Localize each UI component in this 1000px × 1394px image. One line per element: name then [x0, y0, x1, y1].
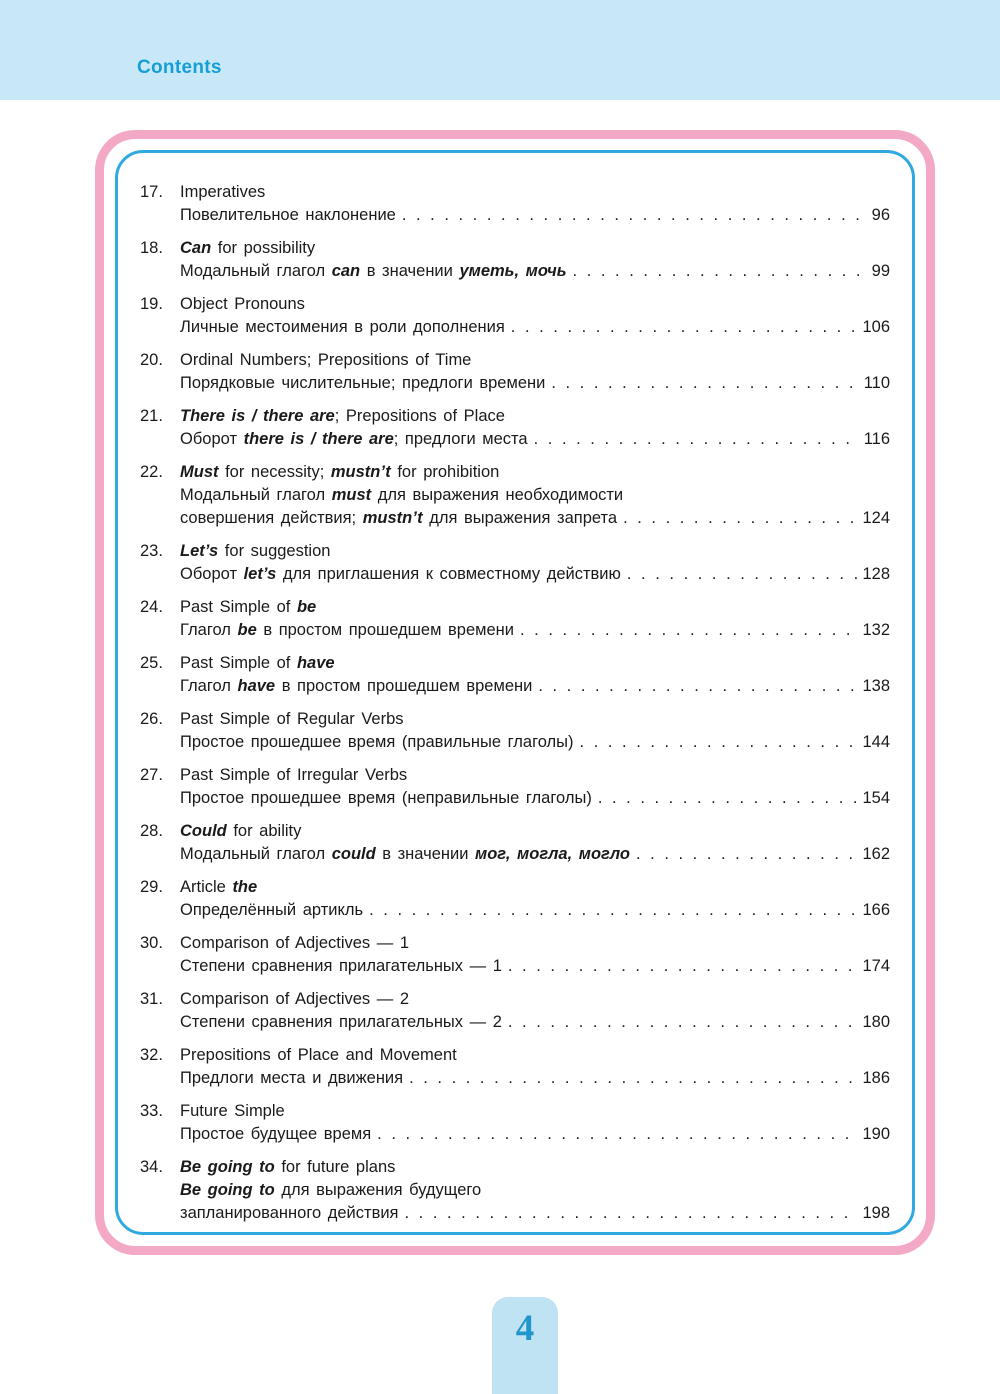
- entry-page-ref: 144: [862, 733, 890, 751]
- dot-leader: [627, 563, 860, 586]
- dot-leader: [573, 260, 869, 283]
- entry-number: 25.: [140, 654, 163, 672]
- entry-line-text: [180, 820, 301, 843]
- entry-body: [180, 876, 890, 922]
- entry-line-text: [180, 507, 617, 530]
- entry-line-text: [180, 349, 471, 372]
- entry-body: [180, 764, 890, 810]
- plain-text: ; предлоги места: [393, 430, 528, 448]
- entry-line: [180, 461, 890, 484]
- plain-text: Модальный глагол: [180, 486, 332, 504]
- entry-line: [180, 484, 890, 507]
- plain-text: Простое прошедшее время (неправильные глаголы): [180, 789, 592, 807]
- entry-line: [180, 181, 890, 204]
- keyword-text: There is / there are: [180, 407, 335, 425]
- plain-text: в простом прошедшем времени: [256, 621, 514, 639]
- entry-line: [180, 1044, 890, 1067]
- entry-line: [180, 652, 890, 675]
- entry-line-with-page: [180, 428, 890, 451]
- keyword-text: Could: [180, 822, 227, 840]
- entry-line-text: [180, 484, 623, 507]
- entry-line-text: [180, 428, 528, 451]
- toc-entry: [140, 405, 890, 451]
- plain-text: для выражения будущего: [274, 1181, 482, 1199]
- entry-number: 18.: [140, 239, 163, 257]
- keyword-text: Be going to: [180, 1181, 275, 1199]
- plain-text: Простое прошедшее время (правильные глаголы): [180, 733, 574, 751]
- entry-line-with-page: [180, 507, 890, 530]
- entry-line-text: [180, 619, 514, 642]
- entry-line-text: [180, 764, 407, 787]
- entry-line-with-page: [180, 1067, 890, 1090]
- plain-text: Comparison of Adjectives — 1: [180, 934, 410, 952]
- entry-line-text: [180, 787, 592, 810]
- entry-line-text: [180, 461, 499, 484]
- keyword-text: мог, могла, могло: [475, 845, 630, 863]
- toc-entry: [140, 932, 890, 978]
- entry-body: [180, 596, 890, 642]
- entry-line-text: [180, 988, 409, 1011]
- dot-leader: [508, 1011, 860, 1034]
- keyword-text: there is / there are: [243, 430, 394, 448]
- dot-leader: [508, 955, 860, 978]
- entry-line-text: [180, 652, 335, 675]
- entry-body: [180, 540, 890, 586]
- plain-text: Past Simple of Regular Verbs: [180, 710, 404, 728]
- entry-body: [180, 405, 890, 451]
- entry-line: [180, 988, 890, 1011]
- toc-entry: [140, 708, 890, 754]
- entry-body: [180, 181, 890, 227]
- plain-text: Порядковые числительные; предлоги времени: [180, 374, 546, 392]
- dot-leader: [404, 1202, 859, 1225]
- entry-line-with-page: [180, 899, 890, 922]
- plain-text: Повелительное наклонение: [180, 206, 396, 224]
- entry-page-ref: 186: [862, 1069, 890, 1087]
- entry-page-ref: 154: [862, 789, 890, 807]
- plain-text: Future Simple: [180, 1102, 285, 1120]
- plain-text: Степени сравнения прилагательных — 2: [180, 1013, 502, 1031]
- entry-line: [180, 820, 890, 843]
- entry-line: [180, 764, 890, 787]
- entry-number: 22.: [140, 463, 163, 481]
- plain-text: Object Pronouns: [180, 295, 305, 313]
- entry-line-text: [180, 181, 265, 204]
- plain-text: for necessity;: [218, 463, 331, 481]
- toc-entry: [140, 1156, 890, 1225]
- plain-text: Оборот: [180, 430, 244, 448]
- entry-number: 28.: [140, 822, 163, 840]
- plain-text: в простом прошедшем времени: [275, 677, 533, 695]
- entry-line: [180, 540, 890, 563]
- entry-line-with-page: [180, 619, 890, 642]
- plain-text: Past Simple of Irregular Verbs: [180, 766, 408, 784]
- entry-line-with-page: [180, 1011, 890, 1034]
- entry-line-text: [180, 1202, 398, 1225]
- keyword-text: уметь, мочь: [459, 262, 567, 280]
- entry-page-ref: 190: [862, 1125, 890, 1143]
- keyword-text: Can: [180, 239, 212, 257]
- keyword-text: Must: [180, 463, 219, 481]
- entry-line-text: [180, 1123, 371, 1146]
- entry-line-text: [180, 237, 315, 260]
- entry-page-ref: 180: [862, 1013, 890, 1031]
- entry-number: 33.: [140, 1102, 163, 1120]
- plain-text: Глагол: [180, 677, 238, 695]
- entry-line-text: [180, 955, 502, 978]
- entry-number: 30.: [140, 934, 163, 952]
- entry-line-with-page: [180, 731, 890, 754]
- entry-line-text: [180, 563, 621, 586]
- entry-line-with-page: [180, 843, 890, 866]
- plain-text: для выражения запрета: [422, 509, 618, 527]
- plain-text: Простое будущее время: [180, 1125, 372, 1143]
- dot-leader: [520, 619, 859, 642]
- plain-text: for suggestion: [218, 542, 331, 560]
- plain-text: Ordinal Numbers; Prepositions of Time: [180, 351, 472, 369]
- page-title: Contents: [137, 57, 222, 78]
- plain-text: for future plans: [274, 1158, 396, 1176]
- plain-text: для приглашения к совместному действию: [276, 565, 621, 583]
- toc-entry: [140, 1044, 890, 1090]
- entry-line-text: [180, 1011, 502, 1034]
- entry-body: [180, 237, 890, 283]
- entry-line: [180, 1156, 890, 1179]
- dot-leader: [377, 1123, 859, 1146]
- entry-line-text: [180, 932, 409, 955]
- toc-card-pink-frame: [95, 130, 935, 1255]
- toc-card-blue-frame: [115, 150, 915, 1235]
- entry-page-ref: 132: [862, 621, 890, 639]
- plain-text: Предлоги места и движения: [180, 1069, 404, 1087]
- plain-text: совершения действия;: [180, 509, 363, 527]
- dot-leader: [409, 1067, 859, 1090]
- plain-text: for prohibition: [390, 463, 500, 481]
- keyword-text: have: [296, 654, 335, 672]
- plain-text: Comparison of Adjectives — 2: [180, 990, 410, 1008]
- entry-number: 34.: [140, 1158, 163, 1176]
- dot-leader: [636, 843, 859, 866]
- entry-line: [180, 293, 890, 316]
- keyword-text: could: [331, 845, 376, 863]
- entry-body: [180, 1100, 890, 1146]
- entry-line-text: [180, 204, 396, 227]
- entry-line-with-page: [180, 675, 890, 698]
- entry-number: 23.: [140, 542, 163, 560]
- plain-text: Модальный глагол: [180, 262, 332, 280]
- entry-line-text: [180, 1067, 403, 1090]
- entry-page-ref: 166: [862, 901, 890, 919]
- entry-line: [180, 708, 890, 731]
- entry-page-ref: 124: [862, 509, 890, 527]
- entry-number: 29.: [140, 878, 163, 896]
- entry-line-text: [180, 1044, 457, 1067]
- keyword-text: be: [296, 598, 317, 616]
- entry-line-text: [180, 316, 505, 339]
- toc-entry: [140, 652, 890, 698]
- plain-text: Оборот: [180, 565, 244, 583]
- entry-body: [180, 932, 890, 978]
- entry-number: 17.: [140, 183, 163, 201]
- keyword-text: Let’s: [180, 542, 219, 560]
- entry-body: [180, 349, 890, 395]
- toc-entry: [140, 820, 890, 866]
- entry-line-text: [180, 899, 363, 922]
- plain-text: Глагол: [180, 621, 238, 639]
- page-number: 4: [515, 1308, 535, 1349]
- entry-line-with-page: [180, 1123, 890, 1146]
- entry-line-with-page: [180, 316, 890, 339]
- dot-leader: [402, 204, 869, 227]
- entry-line-text: [180, 372, 545, 395]
- toc-entry: [140, 237, 890, 283]
- entry-page-ref: 128: [862, 565, 890, 583]
- entry-line-text: [180, 596, 316, 619]
- toc-entry: [140, 540, 890, 586]
- plain-text: Past Simple of: [180, 654, 297, 672]
- entry-body: [180, 1044, 890, 1090]
- keyword-text: mustn’t: [330, 463, 391, 481]
- entry-line-text: [180, 843, 630, 866]
- toc-entry: [140, 988, 890, 1034]
- entry-line: [180, 349, 890, 372]
- plain-text: Imperatives: [180, 183, 266, 201]
- entry-body: [180, 820, 890, 866]
- plain-text: Степени сравнения прилагательных — 1: [180, 957, 502, 975]
- toc-entry: [140, 1100, 890, 1146]
- keyword-text: the: [232, 878, 258, 896]
- entry-page-ref: 198: [862, 1204, 890, 1222]
- entry-body: [180, 652, 890, 698]
- entry-page-ref: 96: [871, 206, 890, 224]
- toc-entry: [140, 461, 890, 530]
- dot-leader: [534, 428, 861, 451]
- plain-text: Личные местоимения в роли дополнения: [180, 318, 505, 336]
- entry-body: [180, 293, 890, 339]
- plain-text: Определённый артикль: [180, 901, 364, 919]
- keyword-text: be: [237, 621, 257, 639]
- plain-text: Article: [180, 878, 233, 896]
- entry-number: 24.: [140, 598, 163, 616]
- dot-leader: [511, 316, 860, 339]
- entry-body: [180, 461, 890, 530]
- plain-text: Prepositions of Place and Movement: [180, 1046, 457, 1064]
- entry-line-text: [180, 708, 404, 731]
- entry-line-with-page: [180, 787, 890, 810]
- entry-line: [180, 237, 890, 260]
- entry-line-text: [180, 1156, 395, 1179]
- dot-leader: [551, 372, 860, 395]
- entry-line-with-page: [180, 955, 890, 978]
- entry-line-with-page: [180, 260, 890, 283]
- dot-leader: [598, 787, 860, 810]
- toc-entry: [140, 181, 890, 227]
- entry-number: 26.: [140, 710, 163, 728]
- keyword-text: can: [331, 262, 361, 280]
- keyword-text: let’s: [243, 565, 277, 583]
- entry-line-text: [180, 731, 574, 754]
- entry-line-text: [180, 260, 567, 283]
- entry-line-with-page: [180, 1202, 890, 1225]
- entry-number: 31.: [140, 990, 163, 1008]
- toc-list: [140, 181, 890, 1225]
- entry-line-text: [180, 1100, 285, 1123]
- dot-leader: [369, 899, 859, 922]
- plain-text: for ability: [226, 822, 302, 840]
- keyword-text: Be going to: [180, 1158, 275, 1176]
- plain-text: Past Simple of: [180, 598, 297, 616]
- entry-line-text: [180, 876, 257, 899]
- entry-line-with-page: [180, 372, 890, 395]
- entry-number: 19.: [140, 295, 163, 313]
- plain-text: в значении: [375, 845, 476, 863]
- toc-entry: [140, 596, 890, 642]
- entry-line-text: [180, 293, 305, 316]
- entry-line-text: [180, 675, 532, 698]
- entry-line-text: [180, 1179, 481, 1202]
- toc-entry: [140, 764, 890, 810]
- plain-text: для выражения необходимости: [371, 486, 624, 504]
- entry-line-text: [180, 540, 330, 563]
- header-band: [0, 0, 1000, 100]
- entry-page-ref: 174: [862, 957, 890, 975]
- keyword-text: have: [237, 677, 276, 695]
- keyword-text: must: [331, 486, 372, 504]
- keyword-text: mustn’t: [362, 509, 423, 527]
- entry-page-ref: 138: [862, 677, 890, 695]
- entry-body: [180, 1156, 890, 1225]
- toc-entry: [140, 293, 890, 339]
- entry-line-with-page: [180, 204, 890, 227]
- entry-page-ref: 99: [871, 262, 890, 280]
- dot-leader: [538, 675, 859, 698]
- entry-page-ref: 162: [862, 845, 890, 863]
- entry-line: [180, 876, 890, 899]
- entry-line: [180, 1179, 890, 1202]
- entry-number: 21.: [140, 407, 163, 425]
- plain-text: Модальный глагол: [180, 845, 332, 863]
- toc-entry: [140, 349, 890, 395]
- entry-page-ref: 106: [862, 318, 890, 336]
- plain-text: ; Prepositions of Place: [334, 407, 505, 425]
- entry-page-ref: 110: [863, 374, 890, 392]
- toc-entry: [140, 876, 890, 922]
- entry-line-text: [180, 405, 505, 428]
- entry-line-with-page: [180, 563, 890, 586]
- plain-text: запланированного действия: [180, 1204, 399, 1222]
- entry-number: 32.: [140, 1046, 163, 1064]
- entry-body: [180, 708, 890, 754]
- entry-page-ref: 116: [863, 430, 890, 448]
- entry-line: [180, 405, 890, 428]
- dot-leader: [580, 731, 860, 754]
- entry-body: [180, 988, 890, 1034]
- entry-number: 20.: [140, 351, 163, 369]
- entry-number: 27.: [140, 766, 163, 784]
- dot-leader: [623, 507, 859, 530]
- page-number-box: [492, 1297, 558, 1394]
- entry-line: [180, 596, 890, 619]
- plain-text: в значении: [360, 262, 460, 280]
- entry-line: [180, 932, 890, 955]
- plain-text: for possibility: [211, 239, 316, 257]
- entry-line: [180, 1100, 890, 1123]
